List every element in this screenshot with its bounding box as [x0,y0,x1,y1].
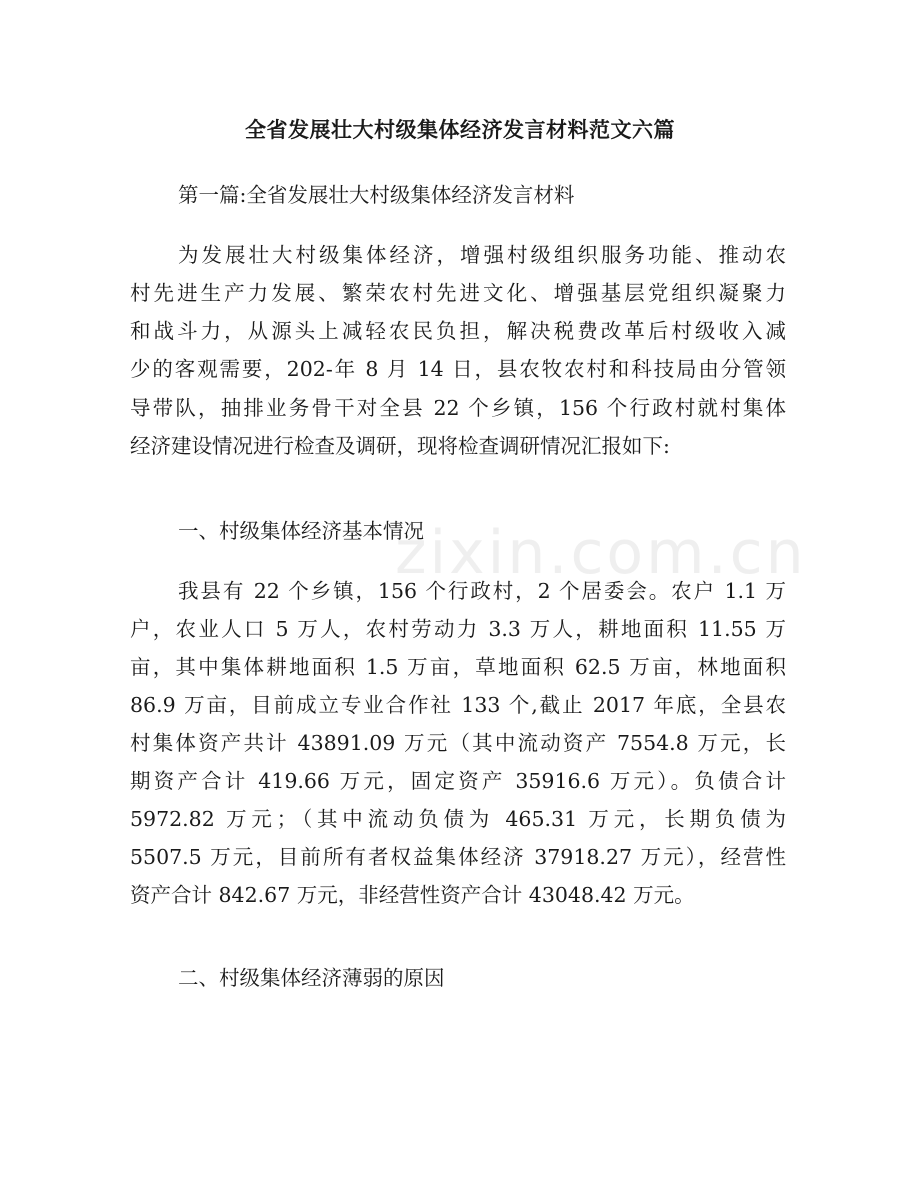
paragraph-line: 和战斗力，从源头上减轻农民负担，解决税费改革后村级收入减 [130,319,786,343]
paragraph-line: 亩，其中集体耕地面积 1.5 万亩，草地面积 62.5 万亩，林地面积 [130,655,786,679]
paragraph-line: 我县有 22 个乡镇，156 个行政村，2 个居委会。农户 1.1 万 [178,579,786,603]
paragraph-line: 村先进生产力发展、繁荣农村先进文化、增强基层党组织凝聚力 [130,281,786,305]
section-heading: 二、村级集体经济薄弱的原因 [178,966,445,990]
paragraph-line: 5972.82 万元；（其中流动负债为 465.31 万元，长期负债为 [130,807,786,831]
paragraph-line: 86.9 万亩，目前成立专业合作社 133 个,截止 2017 年底，全县农 [130,693,786,717]
chapter-heading: 第一篇:全省发展壮大村级集体经济发言材料 [178,183,575,207]
paragraph-line: 导带队，抽排业务骨干对全县 22 个乡镇，156 个行政村就村集体 [130,396,786,420]
paragraph-line: 少的客观需要，202-年 8 月 14 日，县农牧农村和科技局由分管领 [130,357,786,381]
paragraph-line: 为发展壮大村级集体经济，增强村级组织服务功能、推动农 [178,243,786,267]
section-heading: 一、村级集体经济基本情况 [178,519,424,543]
paragraph-line: 5507.5 万元，目前所有者权益集体经济 37918.27 万元），经营性 [130,845,786,869]
watermark: zixin.com.cn [395,518,807,588]
paragraph-line: 户，农业人口 5 万人，农村劳动力 3.3 万人，耕地面积 11.55 万 [130,617,786,641]
paragraph-line: 经济建设情况进行检查及调研，现将检查调研情况汇报如下: [130,434,670,458]
document-title: 全省发展壮大村级集体经济发言材料范文六篇 [245,118,675,142]
paragraph-line: 资产合计 842.67 万元，非经营性资产合计 43048.42 万元。 [130,883,695,907]
paragraph-line: 期资产合计 419.66 万元，固定资产 35916.6 万元）。负债合计 [130,769,786,793]
paragraph-line: 村集体资产共计 43891.09 万元（其中流动资产 7554.8 万元，长 [130,731,786,755]
